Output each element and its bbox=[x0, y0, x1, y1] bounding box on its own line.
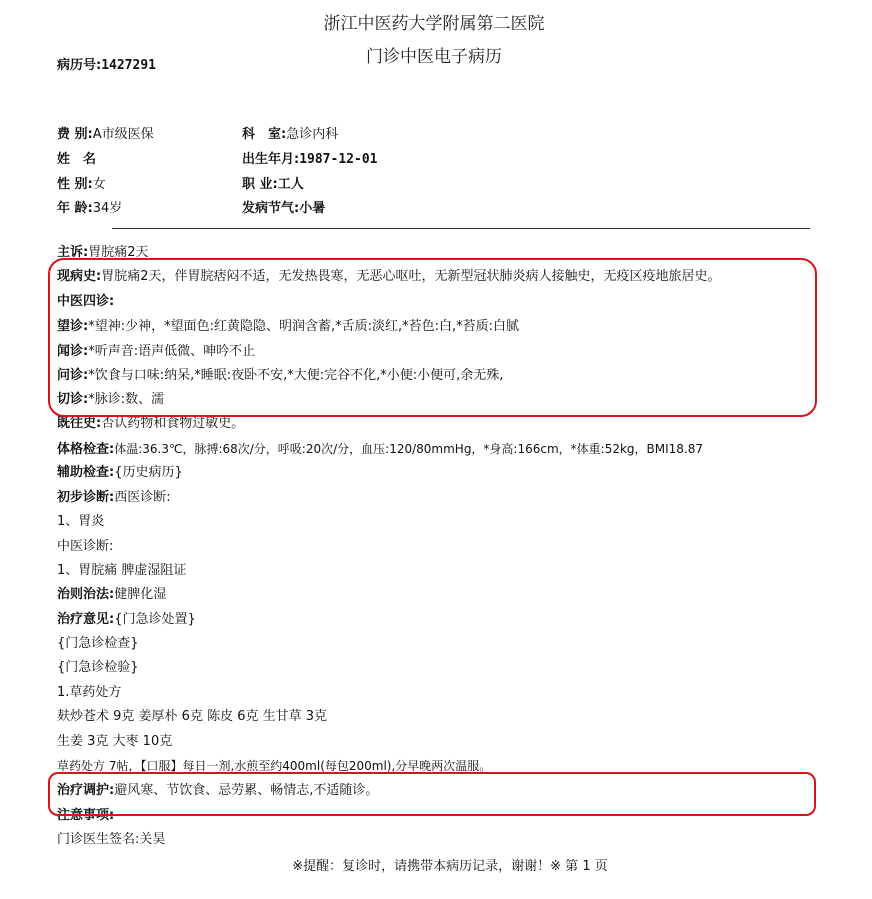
tcm-diagnosis-label: 中医诊断: bbox=[57, 539, 114, 554]
treatment-opinion-value: {门急诊处置} bbox=[114, 612, 196, 627]
occupation-label: 职 业: bbox=[242, 177, 278, 192]
present-illness-label: 现病史: bbox=[57, 269, 102, 284]
gender-value: 女 bbox=[92, 177, 106, 192]
preliminary-diagnosis-value: 西医诊断: bbox=[114, 490, 171, 505]
age-value: 34岁 bbox=[92, 201, 123, 216]
auxiliary-exam bbox=[57, 465, 183, 481]
solar-term-value: 小暑 bbox=[299, 201, 326, 216]
preliminary-diagnosis-label: 初步诊断: bbox=[57, 490, 115, 505]
care-advice-value: 避风寒、节饮食、忌劳累、畅情志,不适随诊。 bbox=[114, 783, 379, 798]
chief-complaint-label: 主诉: bbox=[57, 245, 89, 260]
treatment-opinion bbox=[57, 612, 196, 628]
department-label: 科 室: bbox=[242, 127, 287, 142]
care-advice-label: 治疗调护: bbox=[57, 783, 115, 798]
department-field bbox=[242, 123, 338, 142]
record-number-value: 1427291 bbox=[101, 58, 156, 73]
prescription-title: 1.草药处方 bbox=[57, 685, 122, 700]
name-field bbox=[57, 148, 96, 167]
section-divider bbox=[112, 228, 810, 229]
birth-label: 出生年月: bbox=[242, 152, 300, 167]
gender-field bbox=[57, 173, 106, 192]
record-number-label: 病历号: bbox=[57, 58, 102, 73]
age-label: 年 龄: bbox=[57, 201, 93, 216]
western-diagnosis-item: 1、胃炎 bbox=[57, 514, 105, 529]
preliminary-diagnosis bbox=[57, 490, 171, 506]
solar-term-field bbox=[242, 197, 325, 216]
four-diagnostics-label: 中医四诊: bbox=[57, 294, 115, 309]
palpation-label: 切诊: bbox=[57, 392, 89, 407]
auxiliary-exam-label: 辅助检查: bbox=[57, 465, 115, 480]
department-value: 急诊内科 bbox=[286, 127, 339, 142]
herbs-line-2: 生姜 3克 大枣 10克 bbox=[57, 734, 173, 749]
fee-type-value: A市级医保 bbox=[92, 127, 154, 142]
physical-exam-label: 体格检查: bbox=[57, 442, 115, 457]
four-diagnostics-heading bbox=[57, 294, 114, 310]
inquiry bbox=[57, 368, 503, 384]
gender-label: 性 别: bbox=[57, 177, 93, 192]
doctor-signature: 门诊医生签名:关昊 bbox=[57, 832, 166, 847]
chief-complaint-value: 胃脘痛2天 bbox=[88, 245, 149, 260]
age-field bbox=[57, 197, 122, 216]
birth-field bbox=[242, 148, 377, 167]
fee-type-label: 费 别: bbox=[57, 127, 93, 142]
inspection bbox=[57, 319, 519, 335]
notes-label: 注意事项: bbox=[57, 808, 115, 823]
physical-exam-value: 体温:36.3℃，脉搏:68次/分，呼吸:20次/分，血压:120/80mmHg，*身高:166cm，*体重:52kg，BMI18.87 bbox=[114, 442, 704, 456]
hospital-name: 浙江中医药大学附属第二医院 bbox=[323, 14, 545, 34]
lab-placeholder: {门急诊检验} bbox=[57, 660, 139, 675]
fee-type-field bbox=[57, 123, 154, 142]
exam-placeholder: {门急诊检查} bbox=[57, 636, 139, 651]
present-illness-value: 胃脘痛2天，伴胃脘痞闷不适，无发热畏寒，无恶心呕吐，无新型冠状肺炎病人接触史，无疫区疫地旅居史。 bbox=[101, 269, 721, 284]
listening-value: *听声音:语声低微、呻吟不止 bbox=[88, 344, 256, 359]
notes bbox=[57, 808, 114, 824]
treatment-opinion-label: 治疗意见: bbox=[57, 612, 115, 627]
inspection-value: *望神:少神，*望面色:红黄隐隐、明润含蓄,*舌质:淡红,*苔色:白,*苔质:白腻 bbox=[88, 319, 519, 334]
inquiry-value: *饮食与口味:纳呆,*睡眠:夜卧不安,*大便:完谷不化,*小便:小便可,余无殊, bbox=[88, 368, 504, 383]
inspection-label: 望诊: bbox=[57, 319, 89, 334]
treatment-principle-value: 健脾化湿 bbox=[114, 587, 167, 602]
name-label: 姓 名 bbox=[57, 152, 97, 167]
physical-exam bbox=[57, 441, 703, 458]
herbs-line-1: 麸炒苍术 9克 姜厚朴 6克 陈皮 6克 生甘草 3克 bbox=[57, 709, 328, 724]
record-type-title: 门诊中医电子病历 bbox=[366, 47, 502, 67]
solar-term-label: 发病节气: bbox=[242, 201, 300, 216]
chief-complaint bbox=[57, 245, 148, 261]
prescription-usage: 草药处方 7帖，【口服】每日一剂,水煎至约400ml(每包200ml),分早晚两次温服。 bbox=[57, 759, 492, 773]
occupation-value: 工人 bbox=[277, 177, 304, 192]
listening-label: 闻诊: bbox=[57, 344, 89, 359]
birth-value: 1987-12-01 bbox=[299, 152, 378, 167]
treatment-principle-label: 治则治法: bbox=[57, 587, 115, 602]
occupation-field bbox=[242, 173, 304, 192]
present-illness bbox=[57, 269, 720, 285]
past-history bbox=[57, 416, 244, 432]
inquiry-label: 问诊: bbox=[57, 368, 89, 383]
care-advice bbox=[57, 783, 378, 799]
footer-reminder: ※提醒：复诊时，请携带本病历记录，谢谢！※ 第 1 页 bbox=[292, 859, 608, 874]
listening bbox=[57, 344, 255, 360]
treatment-principle bbox=[57, 587, 166, 603]
palpation bbox=[57, 392, 164, 408]
past-history-label: 既往史: bbox=[57, 416, 102, 431]
auxiliary-exam-value: {历史病历} bbox=[114, 465, 183, 480]
tcm-diagnosis-item: 1、胃脘痛 脾虚湿阻证 bbox=[57, 563, 187, 578]
record-number bbox=[57, 54, 156, 73]
palpation-value: *脉诊:数、濡 bbox=[88, 392, 165, 407]
past-history-value: 否认药物和食物过敏史。 bbox=[101, 416, 245, 431]
